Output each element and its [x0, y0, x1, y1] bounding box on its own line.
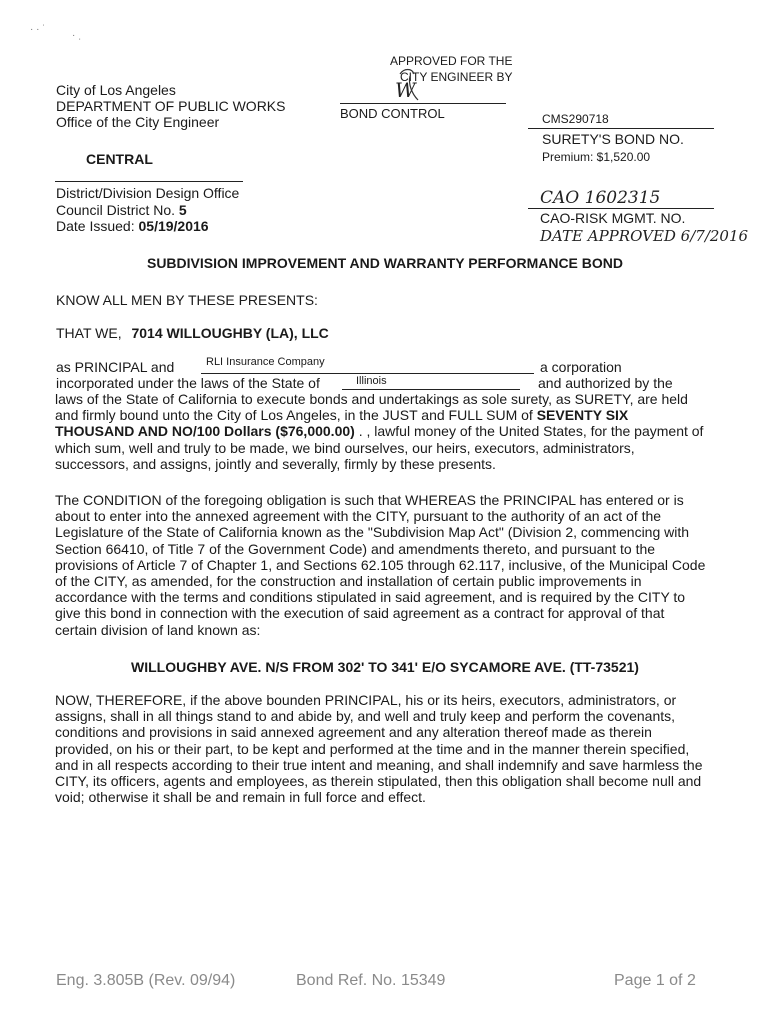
- bond-title: SUBDIVISION IMPROVEMENT AND WARRANTY PERFORMANCE BOND: [146, 255, 624, 271]
- page-number: Page 1 of 2: [614, 972, 696, 989]
- scan-artifact: · ˌ: [72, 30, 82, 41]
- date-approved-handwritten: DATE APPROVED 6/7/2016: [540, 227, 749, 245]
- cao-label: CAO-RISK MGMT. NO.: [540, 210, 686, 226]
- scan-artifact: · · ˙: [30, 24, 46, 35]
- approval-initials: W: [395, 78, 416, 102]
- surety-bond-label: SURETY'S BOND NO.: [542, 131, 684, 147]
- land-division-location: WILLOUGHBY AVE. N/S FROM 302' TO 341' E/O SYCAMORE AVE. (TT-73521): [131, 659, 639, 675]
- date-issued-value: 05/19/2016: [138, 218, 209, 234]
- approval-signature-mark: [390, 64, 430, 104]
- surety-premium: Premium: $1,520.00: [542, 150, 651, 164]
- office-engineer: Office of the City Engineer: [56, 114, 220, 130]
- approval-line2: CITY ENGINEER BY: [400, 70, 513, 84]
- know-all-men: KNOW ALL MEN BY THESE PRESENTS:: [56, 292, 318, 308]
- council-label: Council District No.: [56, 202, 176, 218]
- bond-reference: Bond Ref. No. 15349: [296, 972, 446, 989]
- principal-name: 7014 WILLOUGHBY (LA), LLC: [131, 325, 329, 341]
- cao-underline: [528, 208, 714, 209]
- date-issued-label: Date Issued:: [56, 218, 135, 234]
- condition-paragraph: The CONDITION of the foregoing obligation is such that WHEREAS the PRINCIPAL has entered or is about to enter into the annexed agreement with the CITY, pursuant to the authority of an act of the Legislature of the State of California known as the "Subdivision Map Act" (Division 2, commencing with Section 66410, of Title 7 of the Government Code) and amendments thereto, and pursuant to the provisions of Article 7 of Chapter 1, and Sections 62.105 through 62.117, inclusive, of the Municipal Code of the CITY, as amended, for the construction and installation of certain public improvements in accordance with the terms and conditions stipulated in said agreement, and is required by the CITY to give this bond in connection with the execution of said agreement as a contract for approval of that certain division of land known as:: [55, 492, 706, 638]
- district-office: CENTRAL: [86, 151, 153, 167]
- design-office-label: District/Division Design Office: [56, 185, 240, 201]
- surety-bond-underline: [528, 128, 714, 129]
- laws-text: laws of the State of California to execute bonds and undertakings as sole surety, as SURETY, are held and firmly bound unto the City of Los Angeles, in the JUST and FULL SUM of: [55, 391, 688, 424]
- that-we-prefix: THAT WE,: [56, 325, 122, 341]
- surety-name-underline: [201, 373, 534, 374]
- state-name: Illinois: [356, 375, 387, 387]
- office-department: DEPARTMENT OF PUBLIC WORKS: [56, 98, 286, 114]
- sum-rest: . , lawful money of the United States, for the payment of which sum, well and truly to be made, we bind ourselves, our heirs, executors, administrators, successors, and assigns, jointly and severally, firmly by these presents.: [55, 423, 704, 472]
- council-district: [56, 202, 187, 218]
- date-issued: [56, 218, 209, 234]
- surety-company-name: RLI Insurance Company: [206, 356, 325, 368]
- principal-line: [56, 325, 329, 341]
- bond-sum-paragraph: [55, 391, 710, 472]
- state-underline: [342, 389, 520, 390]
- form-number: Eng. 3.805B (Rev. 09/94): [56, 972, 236, 989]
- bond-sum: SEVENTY SIX THOUSAND AND NO/100 Dollars ($76,000.00): [55, 407, 629, 440]
- approval-signature-line: [340, 103, 506, 104]
- district-office-underline: [55, 181, 243, 182]
- approval-line1: APPROVED FOR THE: [390, 54, 513, 68]
- cao-number-handwritten: CAO 1602315: [540, 188, 661, 208]
- as-principal-label: as PRINCIPAL and: [56, 359, 175, 375]
- now-therefore-paragraph: NOW, THEREFORE, if the above bounden PRINCIPAL, his or its heirs, executors, administrators, or assigns, shall in all things stand to and abide by, and well and truly keep and perform the covenants, conditions and provisions in said annexed agreement and any alteration thereof made as therein provided, on his or their part, to be kept and performed at the time and in the manner therein specified, and in all respects according to their true intent and meaning, and shall indemnify and save harmless the CITY, its officers, agents and employees, as therein stipulated, then this obligation shall become null and void; otherwise it shall be and remain in full force and effect.: [55, 692, 703, 806]
- office-city: City of Los Angeles: [56, 82, 176, 98]
- a-corporation: a corporation: [540, 359, 622, 375]
- approval-caption: BOND CONTROL: [340, 106, 445, 121]
- incorporated-label: incorporated under the laws of the State of: [56, 375, 320, 391]
- council-value: 5: [178, 202, 187, 218]
- and-authorized: and authorized by the: [538, 375, 673, 391]
- surety-bond-number: CMS290718: [542, 112, 609, 126]
